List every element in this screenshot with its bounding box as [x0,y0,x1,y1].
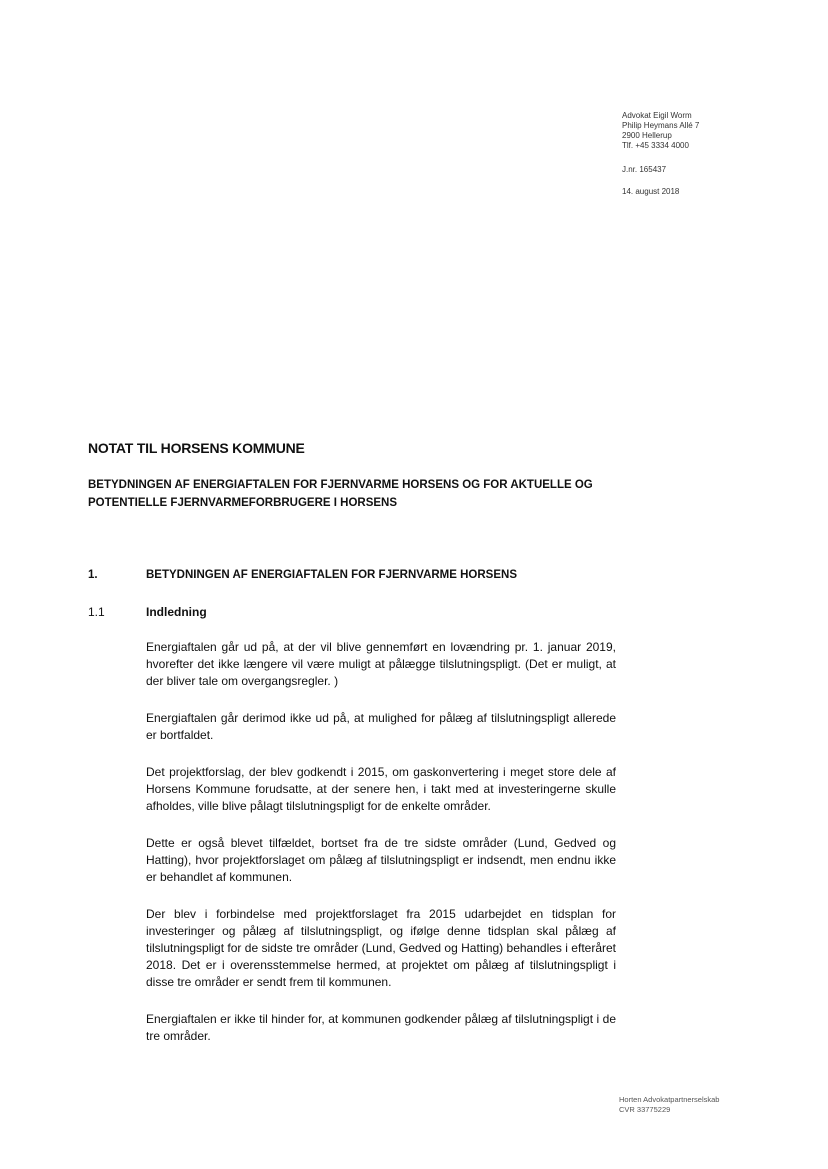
document-date: 14. august 2018 [622,187,680,196]
footer-block [619,1095,719,1115]
section-1-title: BETYDNINGEN AF ENERGIAFTALEN FOR FJERNVARME HORSENS [146,569,517,581]
sender-city: 2900 Hellerup [622,131,672,140]
document-title: NOTAT TIL HORSENS KOMMUNE [88,440,305,456]
section-1-1-heading [88,605,207,619]
footer-cvr: CVR 33775229 [619,1105,671,1114]
sender-block [622,111,699,197]
paragraph: Dette er også blevet tilfældet, bortset fra de tre sidste områder (Lund, Gedved og Hatting), hvor projektforslaget om pålæg af tilslutningspligt er indsendt, men endnu ikke er behandlet af kommunen. [146,836,616,884]
section-1-heading [88,569,517,581]
paragraph: Energiaftalen går derimod ikke ud på, at mulighed for pålæg af tilslutningspligt allerede er bortfaldet. [146,711,616,742]
sender-name: Advokat Eigil Worm [622,111,692,120]
body-text [146,639,616,1065]
section-1-1-number: 1.1 [88,605,105,619]
paragraph: Der blev i forbindelse med projektforslaget fra 2015 udarbejdet en tidsplan for investeringer og pålæg af tilslutningspligt, og ifølge denne tidsplan skal pålæg af tilslutningspligt for de sidste tre områder (Lund, Gedved og Hatting) behandles i efteråret 2018. Det er i overensstemmelse hermed, at projektet om pålæg af tilslutningspligt i disse tre områder er sendt frem til kommunen. [146,907,616,989]
footer-firm: Horten Advokatpartnerselskab [619,1095,720,1104]
journal-number: J.nr. 165437 [622,165,667,174]
section-1-number: 1. [88,569,98,581]
paragraph: Energiaftalen går ud på, at der vil blive gennemført en lovændring pr. 1. januar 2019, hvorefter det ikke længere vil være muligt at pålægge tilslutningspligt. (Det er muligt, at der bliver tale om overgangsregler. ) [146,640,616,688]
sender-phone: Tlf. +45 3334 4000 [622,141,689,150]
sender-street: Philip Heymans Allé 7 [622,121,700,130]
section-1-1-title: Indledning [146,605,207,619]
paragraph: Energiaftalen er ikke til hinder for, at kommunen godkender pålæg af tilslutningspligt i de tre områder. [146,1012,616,1043]
document-subtitle: BETYDNINGEN AF ENERGIAFTALEN FOR FJERNVARME HORSENS OG FOR AKTUELLE OG POTENTIELLE FJERNVARMEFORBRUGERE I HORSENS [88,479,593,509]
paragraph: Det projektforslag, der blev godkendt i 2015, om gaskonvertering i meget store dele af Horsens Kommune forudsatte, at der senere hen, i takt med at investeringerne skulle afholdes, ville blive pålagt tilslutningspligt for de enkelte områder. [146,765,616,813]
